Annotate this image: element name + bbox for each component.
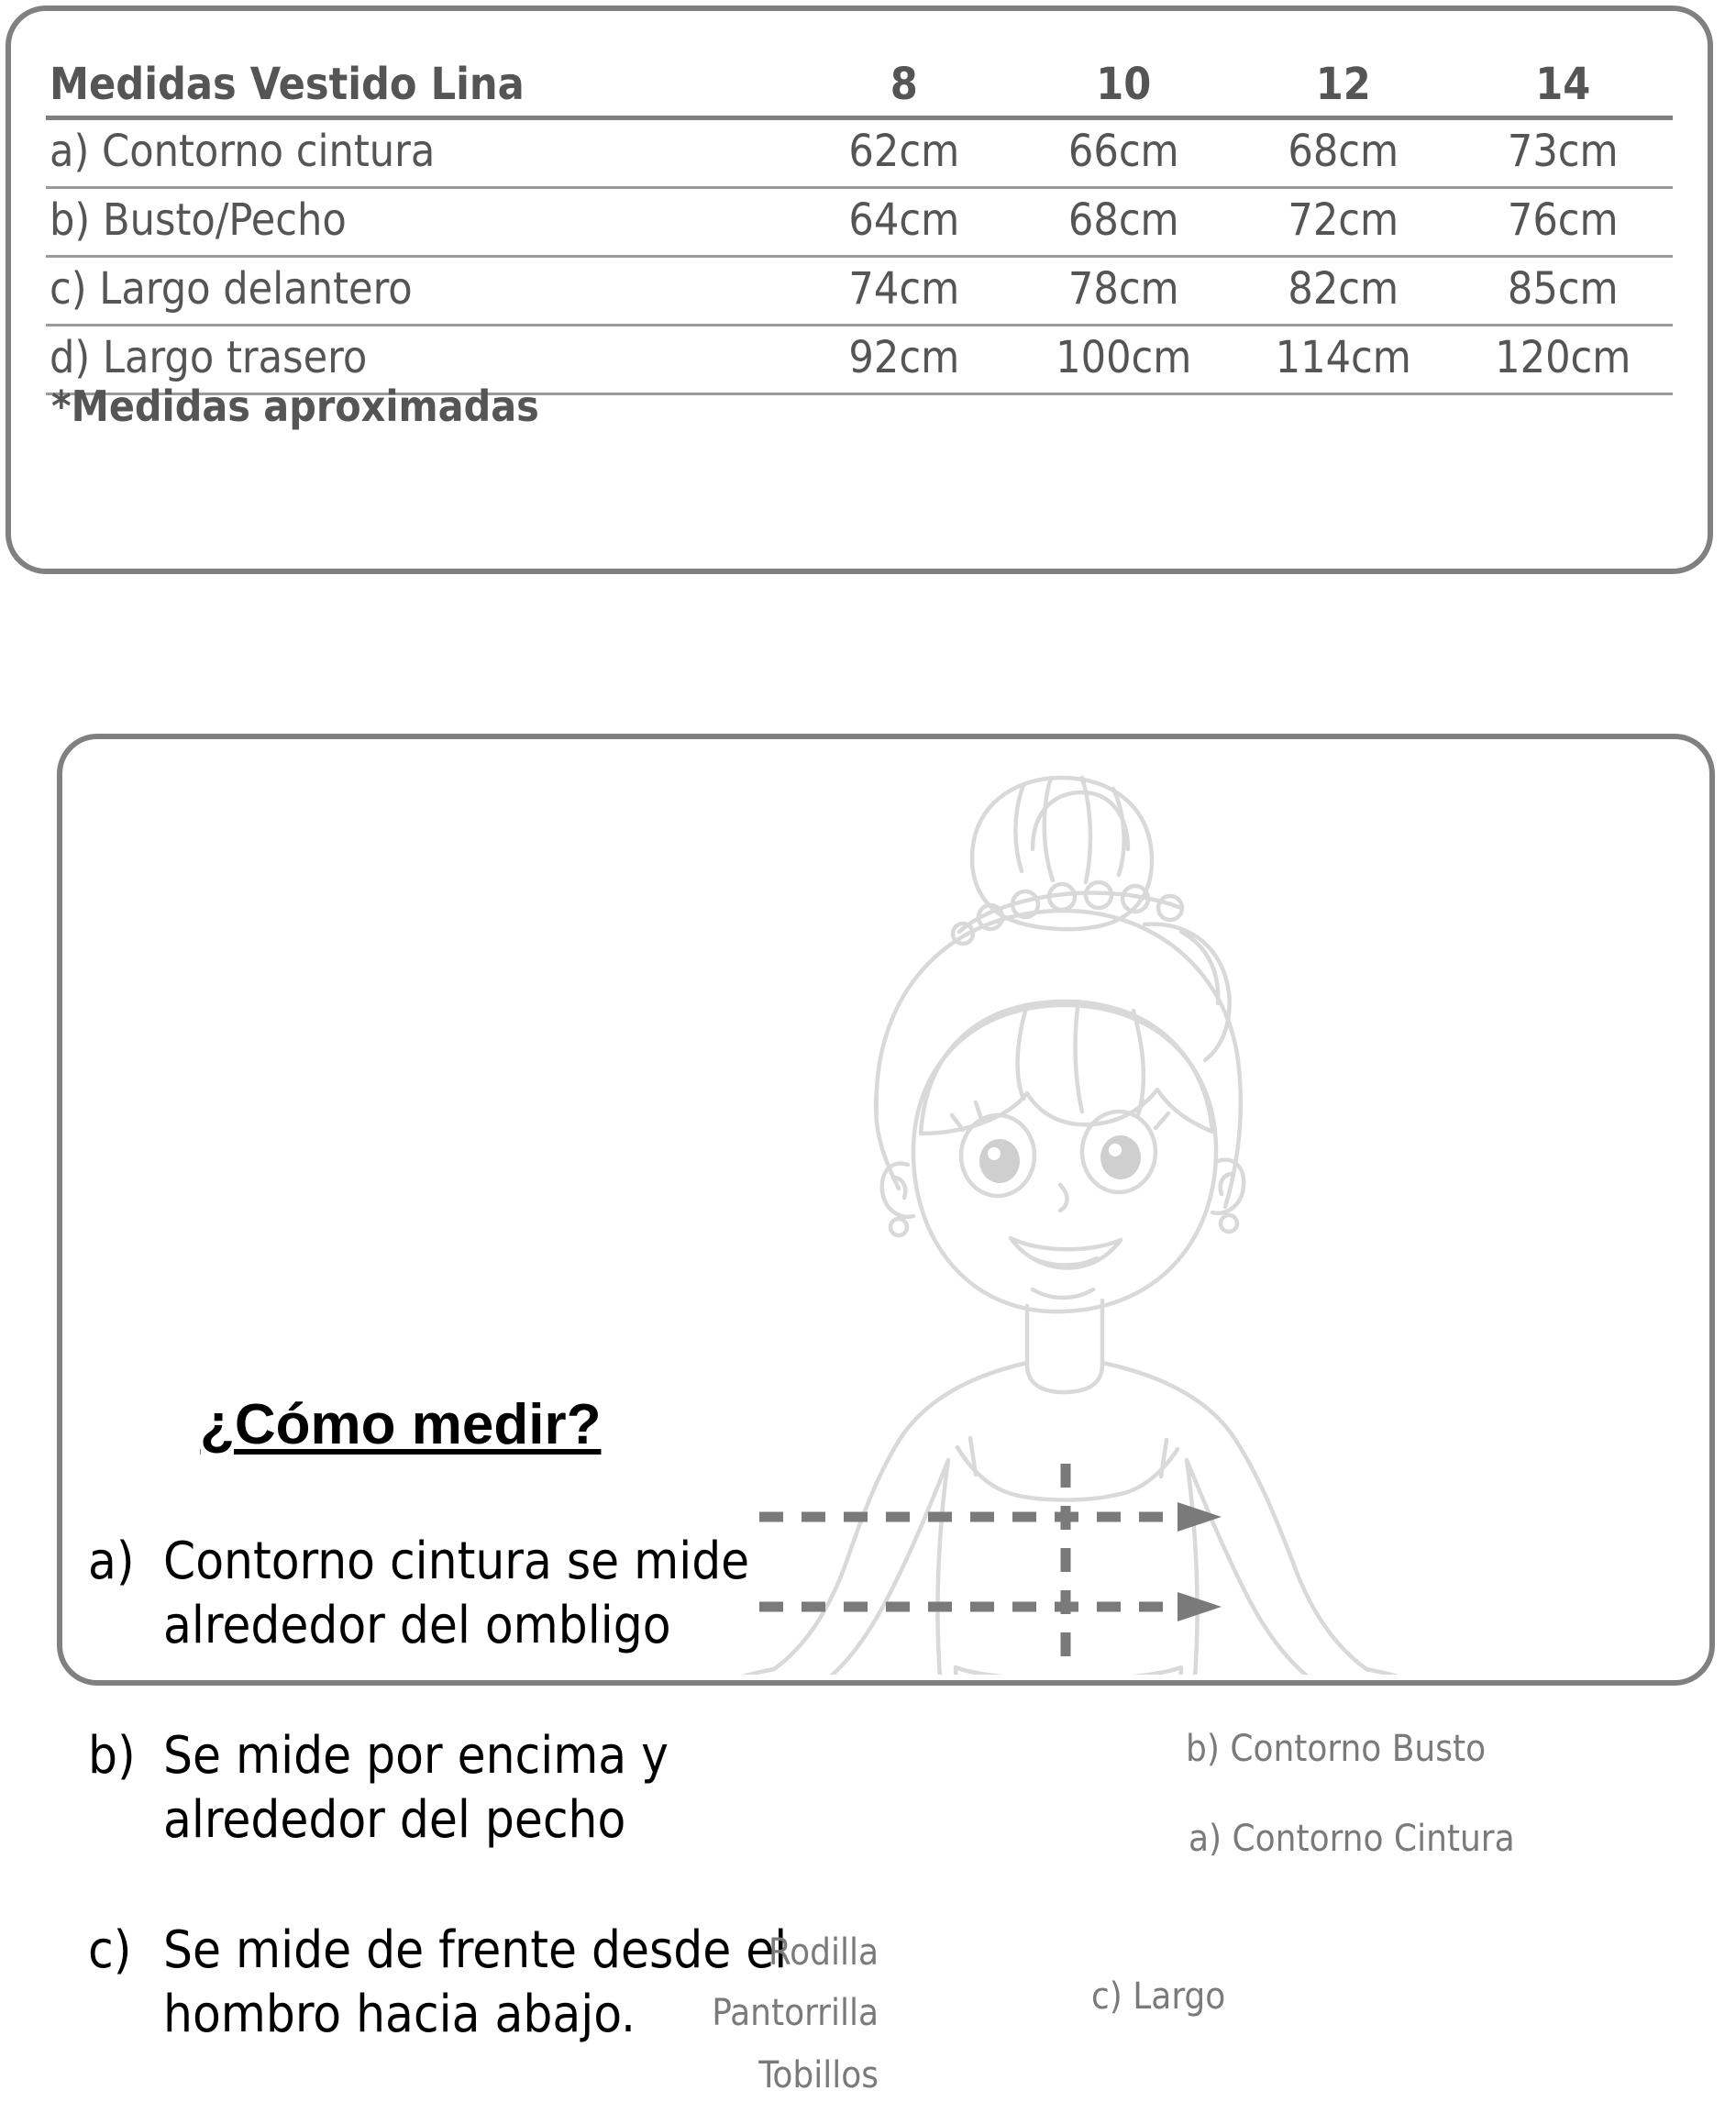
approximate-measures-note: *Medidas aproximadas	[51, 382, 539, 431]
cell-waist-14: 73cm	[1453, 118, 1673, 188]
cell-bust-12: 72cm	[1233, 188, 1453, 257]
cell-front-length-14: 85cm	[1453, 257, 1673, 326]
diagram-label-length: c) Largo	[1091, 1975, 1226, 2018]
table-row	[46, 118, 1673, 188]
cell-front-length-8: 74cm	[794, 257, 1013, 326]
size-header-14: 14	[1453, 53, 1673, 118]
size-header-12: 12	[1233, 53, 1453, 118]
size-chart-table	[46, 53, 1673, 395]
list-text-a: Contorno cintura se mide alrededor del ombligo	[163, 1532, 750, 1655]
measure-label-bust: b) Busto/Pecho	[46, 188, 794, 257]
list-text-b: Se mide por encima y alrededor del pecho	[163, 1726, 669, 1850]
cell-bust-14: 76cm	[1453, 188, 1673, 257]
diagram-label-bust: b) Contorno Busto	[1186, 1728, 1487, 1770]
cell-front-length-12: 82cm	[1233, 257, 1453, 326]
diagram-label-knee: Rodilla	[768, 1931, 879, 1974]
table-row	[46, 257, 1673, 326]
table-row	[46, 188, 1673, 257]
list-item	[88, 1724, 895, 1853]
cell-bust-10: 68cm	[1014, 188, 1233, 257]
size-chart-table-wrap	[46, 53, 1673, 395]
girl-figure-icon	[668, 758, 1695, 1675]
measure-label-front-length: c) Largo delantero	[46, 257, 794, 326]
cell-waist-12: 68cm	[1233, 118, 1453, 188]
list-marker-a: a)	[88, 1532, 135, 1591]
size-header-8: 8	[794, 53, 1013, 118]
cell-back-length-12: 114cm	[1233, 326, 1453, 394]
cell-waist-8: 62cm	[794, 118, 1013, 188]
cell-back-length-14: 120cm	[1453, 326, 1673, 394]
diagram-label-ankle: Tobillos	[758, 2054, 879, 2096]
size-chart-head	[46, 53, 1673, 118]
size-chart-panel	[6, 6, 1713, 574]
list-marker-c: c)	[88, 1920, 132, 1980]
cell-waist-10: 66cm	[1014, 118, 1233, 188]
size-chart-body	[46, 118, 1673, 394]
diagram-label-calf: Pantorrilla	[712, 1992, 879, 2034]
measure-label-waist: a) Contorno cintura	[46, 118, 794, 188]
size-chart-title: Medidas Vestido Lina	[46, 53, 794, 118]
how-to-measure-panel	[57, 734, 1715, 2096]
cell-back-length-8: 92cm	[794, 326, 1013, 394]
list-marker-b: b)	[88, 1726, 136, 1786]
diagram-label-waist: a) Contorno Cintura	[1189, 1818, 1515, 1860]
list-text-c: Se mide de frente desde el hombro hacia abajo.	[163, 1920, 788, 2044]
cell-back-length-10: 100cm	[1014, 326, 1233, 394]
waist-measure-arrow	[1178, 1592, 1222, 1621]
how-to-measure-title: ¿Cómo medir?	[200, 1393, 602, 1456]
cell-front-length-10: 78cm	[1014, 257, 1233, 326]
cell-bust-8: 64cm	[794, 188, 1013, 257]
table-header-row	[46, 53, 1673, 118]
measure-label-back-length: d) Largo trasero	[46, 326, 794, 394]
size-header-10: 10	[1014, 53, 1233, 118]
measurement-figure	[668, 758, 1695, 1675]
